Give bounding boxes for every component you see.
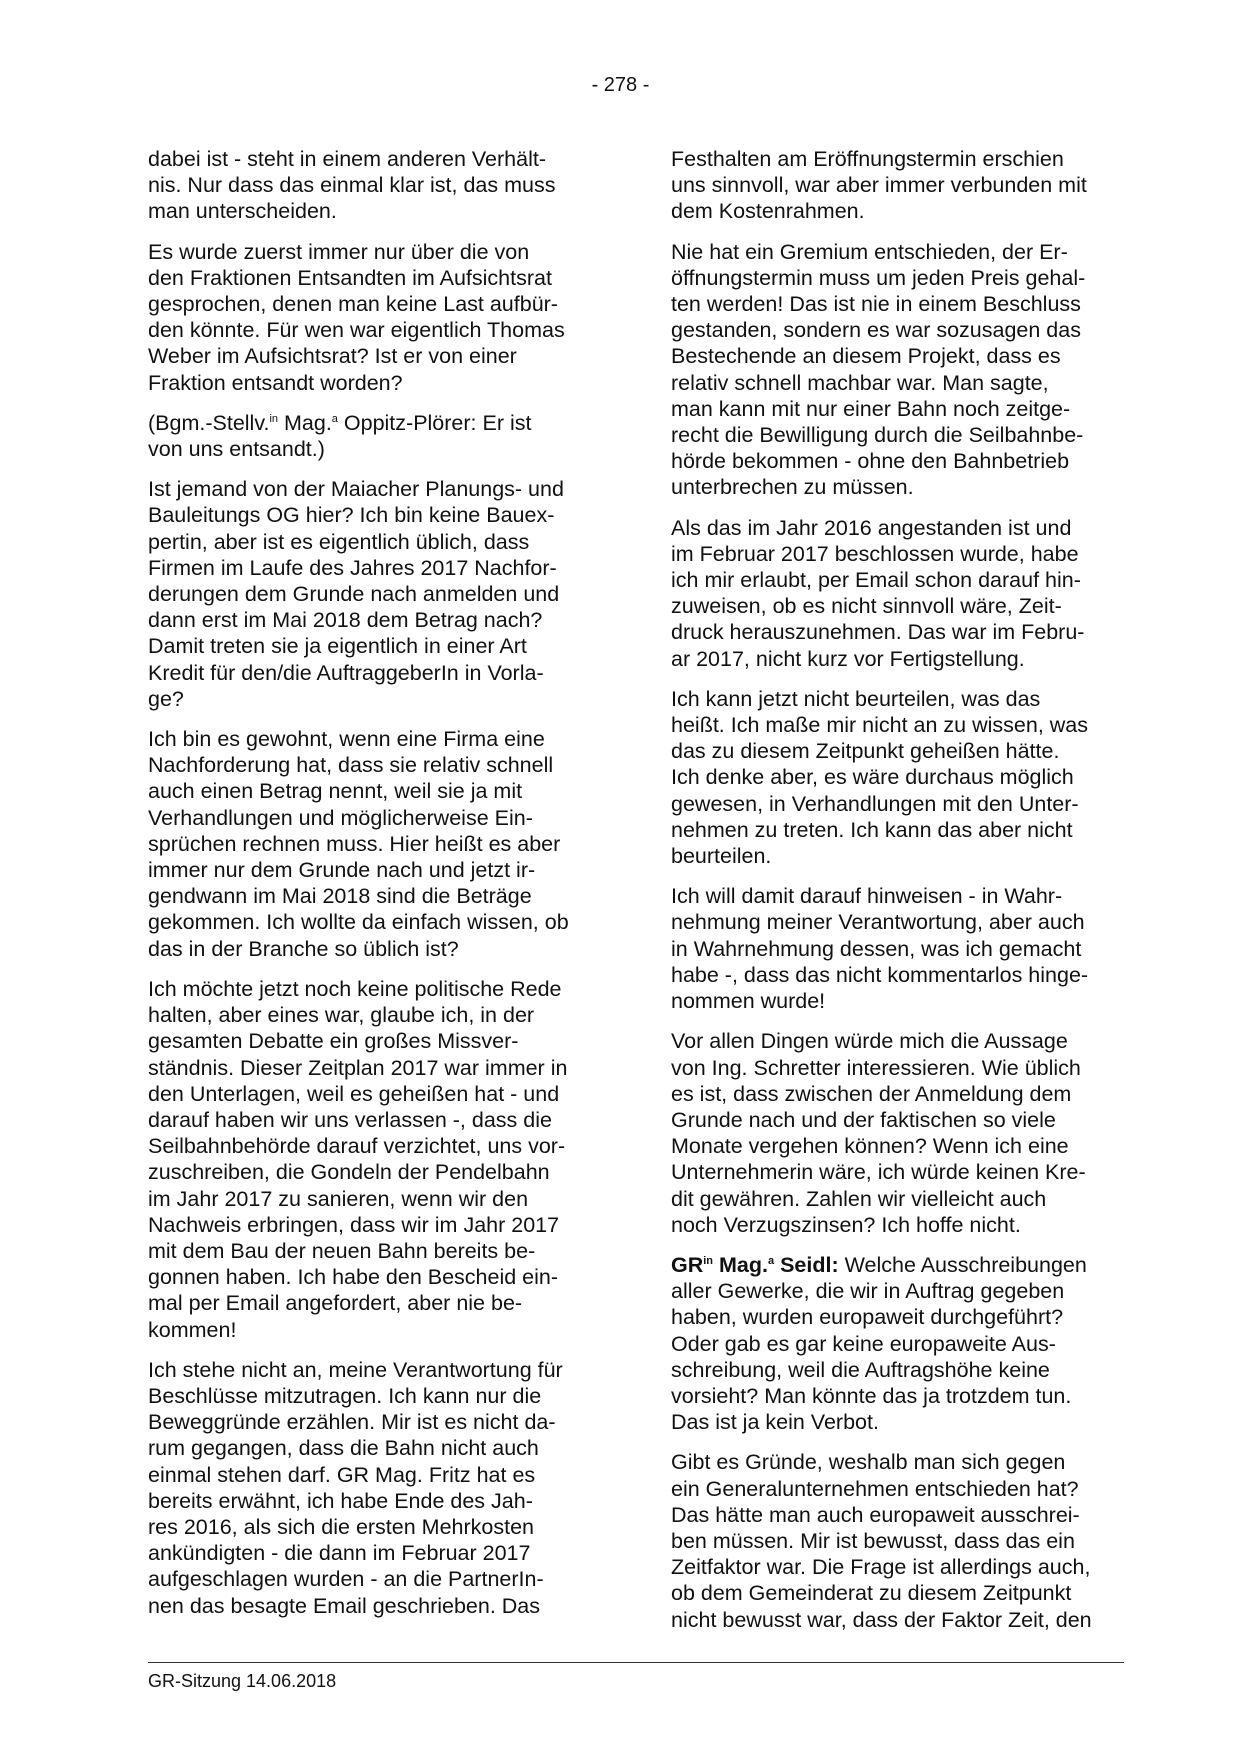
text-line: darauf haben wir uns verlassen -, dass die — [148, 1107, 552, 1132]
text-line: den Fraktionen Entsandten im Aufsichtsrat — [148, 265, 552, 290]
text-line: heißt. Ich maße mir nicht an zu wissen, was — [671, 713, 1089, 738]
text-line: ar 2017, nicht kurz vor Fertigstellung. — [671, 646, 1025, 671]
text-line: Vor allen Dingen würde mich die Aussage — [671, 1029, 1068, 1054]
text-line: Es wurde zuerst immer nur über die von — [148, 239, 530, 264]
text-line: Beweggründe erzählen. Mir ist es nicht da- — [148, 1410, 556, 1435]
text-line: kommen! — [148, 1317, 237, 1342]
text-line: unterbrechen zu müssen. — [671, 475, 914, 500]
speaker-title: Mag. — [713, 1252, 768, 1277]
text-line: Seilbahnbehörde darauf verzichtet, uns vor- — [148, 1134, 566, 1159]
text-line: hörde bekommen - ohne den Bahnbetrieb — [671, 449, 1070, 474]
paragraph — [148, 1357, 600, 1619]
paragraph — [148, 976, 600, 1343]
paragraph — [671, 686, 1123, 869]
speaker-paragraph — [671, 1252, 1123, 1435]
text-line: ankündigten - die dann im Februar 2017 — [148, 1541, 531, 1566]
paragraph — [671, 1449, 1123, 1632]
text-line: Monate vergehen können? Wenn ich eine — [671, 1134, 1069, 1159]
text-line: nommen wurde! — [671, 989, 826, 1014]
text-line: ten werden! Das ist nie in einem Beschluss — [671, 292, 1081, 317]
paragraph — [671, 883, 1123, 1014]
text-line: den Unterlagen, weil es geheißen hat - und — [148, 1081, 560, 1106]
speaker-surname: Seidl: — [774, 1252, 839, 1277]
text-line: dabei ist - steht in einem anderen Verhält- — [148, 147, 546, 171]
speaker-role: GR — [671, 1252, 704, 1277]
text-line: gesprochen, denen man keine Last aufbür- — [148, 292, 558, 317]
text-line: immer nur dem Grunde nach und jetzt ir- — [148, 858, 536, 883]
text-line: Weber im Aufsichtsrat? Ist er von einer — [148, 344, 517, 369]
text-line: aller Gewerke, die wir in Auftrag gegeben — [671, 1279, 1065, 1304]
text-line: Nachweis erbringen, dass wir im Jahr 2017 — [148, 1212, 560, 1237]
text-line: sprüchen rechnen muss. Hier heißt es aber — [148, 831, 561, 856]
text-line: das in der Branche so üblich ist? — [148, 936, 459, 961]
text-line: in Wahrnehmung dessen, was ich gemacht — [671, 936, 1082, 961]
footer-meeting-date: GR-Sitzung 14.06.2018 — [148, 1671, 337, 1691]
speaker-name — [671, 1253, 839, 1277]
text-line: im Jahr 2017 zu sanieren, wenn wir den — [148, 1186, 529, 1211]
text-line: gonnen haben. Ich habe den Bescheid ein- — [148, 1265, 559, 1290]
paragraph — [671, 146, 1123, 225]
text-line: relativ schnell machbar war. Man sagte, — [671, 370, 1049, 395]
text-line: Bestechende an diesem Projekt, dass es — [671, 344, 1061, 369]
text-line: auch einen Betrag nennt, weil sie ja mit — [148, 779, 523, 804]
text-line: bereits erwähnt, ich habe Ende des Jah- — [148, 1488, 533, 1513]
text-line: im Februar 2017 beschlossen wurde, habe — [671, 541, 1079, 566]
text-line: Damit treten sie ja eigentlich in einer Art — [148, 634, 527, 659]
text-line: gekommen. Ich wollte da einfach wissen, ob — [148, 910, 569, 935]
text-line: Firmen im Laufe des Jahres 2017 Nachfor- — [148, 555, 557, 580]
text-line: vorsieht? Man könnte das ja trotzdem tun. — [671, 1383, 1072, 1408]
text-line: aufgeschlagen wurden - an die PartnerIn- — [148, 1567, 544, 1592]
paragraph — [148, 239, 600, 396]
text-line: dann erst im Mai 2018 dem Betrag nach? — [148, 608, 543, 633]
text-line: noch Verzugszinsen? Ich hoffe nicht. — [671, 1212, 1021, 1237]
text-line: Oder gab es gar keine europaweite Aus- — [671, 1331, 1056, 1356]
text-line: Das hätte man auch europaweit ausschrei- — [671, 1502, 1080, 1527]
text-line: Festhalten am Eröffnungstermin erschien — [671, 147, 1064, 171]
text-line: gendwann im Mai 2018 sind die Beträge — [148, 884, 532, 909]
text-line: ständnis. Dieser Zeitplan 2017 war immer in — [148, 1055, 568, 1080]
text-line: das zu diesem Zeitpunkt geheißen hätte. — [671, 739, 1060, 764]
left-column — [148, 146, 600, 1633]
interjection — [148, 410, 600, 462]
footer-divider — [148, 1662, 1124, 1663]
text-line: beurteilen. — [671, 844, 772, 869]
superscript: a — [331, 412, 338, 425]
text-line: von Ing. Schretter interessieren. Wie üblich — [671, 1055, 1081, 1080]
text-line: ge? — [148, 686, 184, 711]
text-line: Nachforderung hat, dass sie relativ schnell — [148, 753, 554, 778]
text-line: mit dem Bau der neuen Bahn bereits be- — [148, 1238, 536, 1263]
interjection-speaker: (Bgm.-Stellv. — [148, 410, 270, 435]
text-line: gesamten Debatte ein großes Missver- — [148, 1029, 519, 1054]
text-line: man kann mit nur einer Bahn noch zeitge- — [671, 396, 1071, 421]
text-line: rum gegangen, dass die Bahn nicht auch — [148, 1436, 539, 1461]
text-line: Fraktion entsandt worden? — [148, 370, 403, 395]
text-line: nicht bewusst war, dass der Faktor Zeit, den — [671, 1607, 1092, 1632]
text-line: haben, wurden europaweit durchgeführt? — [671, 1305, 1064, 1330]
text-line: Kredit für den/die AuftraggeberIn in Vorla- — [148, 660, 544, 685]
text-line: Ich will damit darauf hinweisen - in Wahr- — [671, 884, 1063, 909]
text-line: Verhandlungen und möglicherweise Ein- — [148, 805, 533, 830]
text-line: dit gewähren. Zahlen wir vielleicht auch — [671, 1186, 1047, 1211]
text-line: nis. Nur dass das einmal klar ist, das muss — [148, 173, 556, 198]
text-line: Bauleitungs OG hier? Ich bin keine Bauex- — [148, 503, 555, 528]
text-line: habe -, dass das nicht kommentarlos hinge- — [671, 962, 1089, 987]
text-line: nehmen zu treten. Ich kann das aber nicht — [671, 817, 1073, 842]
text-line — [148, 411, 531, 435]
text-line: nehmung meiner Verantwortung, aber auch — [671, 910, 1085, 935]
text-line — [671, 1253, 1087, 1277]
text-line: ben müssen. Mir ist bewusst, dass das ein — [671, 1528, 1075, 1553]
page-number: - 278 - — [591, 74, 650, 96]
text-line: Ich stehe nicht an, meine Verantwortung für — [148, 1357, 563, 1382]
text-line: Ich möchte jetzt noch keine politische Rede — [148, 976, 562, 1001]
text-line: öffnungstermin muss um jeden Preis gehal- — [671, 265, 1086, 290]
text-line: ein Generalunternehmen entschieden hat? — [671, 1476, 1079, 1501]
superscript: in — [269, 412, 279, 425]
superscript: in — [703, 1254, 714, 1267]
paragraph — [671, 515, 1123, 672]
text-line: Ist jemand von der Maiacher Planungs- und — [148, 477, 564, 502]
text-line: einmal stehen darf. GR Mag. Fritz hat es — [148, 1462, 536, 1487]
text-line: gestanden, sondern es war sozusagen das — [671, 318, 1081, 343]
text-line: dem Kostenrahmen. — [671, 199, 865, 224]
paragraph — [148, 726, 600, 962]
text-line: Zeitfaktor war. Die Frage ist allerdings auch, — [671, 1555, 1091, 1580]
text-line: ich mir erlaubt, per Email schon darauf hin- — [671, 568, 1081, 593]
text-line: zuweisen, ob es nicht sinnvoll wäre, Zeit- — [671, 594, 1062, 619]
text-line: Unternehmerin wäre, ich würde keinen Kre- — [671, 1160, 1086, 1185]
interjection-speaker-title: Mag. — [278, 410, 332, 435]
superscript: a — [767, 1254, 775, 1267]
text-line: halten, aber eines war, glaube ich, in der — [148, 1003, 535, 1028]
text-line: ob dem Gemeinderat zu diesem Zeitpunkt — [671, 1581, 1072, 1606]
text-line: derungen dem Grunde nach anmelden und — [148, 582, 560, 607]
text-line: schreibung, weil die Auftragshöhe keine — [671, 1357, 1050, 1382]
text-line: Ich denke aber, es wäre durchaus möglich — [671, 765, 1074, 790]
text-line: Ich bin es gewohnt, wenn eine Firma eine — [148, 727, 545, 752]
text-line: zuschreiben, die Gondeln der Pendelbahn — [148, 1160, 550, 1185]
interjection-text: Oppitz-Plörer: Er ist — [337, 410, 532, 435]
text-line: mal per Email angefordert, aber nie be- — [148, 1291, 523, 1316]
text-line: den könnte. Für wen war eigentlich Thomas — [148, 318, 565, 343]
text-line: Beschlüsse mitzutragen. Ich kann nur die — [148, 1383, 542, 1408]
paragraph — [671, 1028, 1123, 1238]
text-line: druck herauszunehmen. Das war im Febru- — [671, 620, 1085, 645]
paragraph — [148, 476, 600, 712]
paragraph — [671, 239, 1123, 501]
paragraph — [148, 146, 600, 225]
text-line: Als das im Jahr 2016 angestanden ist und — [671, 515, 1072, 540]
text-line: pertin, aber ist es eigentlich üblich, dass — [148, 529, 530, 554]
text-line: recht die Bewilligung durch die Seilbahnbe- — [671, 423, 1084, 448]
text-line: Grunde nach und der faktischen so viele — [671, 1107, 1056, 1132]
text-line: Gibt es Gründe, weshalb man sich gegen — [671, 1450, 1066, 1475]
speaker-text: Welche Ausschreibungen — [838, 1252, 1087, 1277]
text-line: Das ist ja kein Verbot. — [671, 1410, 879, 1435]
text-line: von uns entsandt.) — [148, 437, 325, 462]
text-line: uns sinnvoll, war aber immer verbunden mit — [671, 173, 1087, 198]
text-line: Nie hat ein Gremium entschieden, der Er- — [671, 239, 1068, 264]
text-line: gewesen, in Verhandlungen mit den Unter- — [671, 791, 1079, 816]
text-line: es ist, dass zwischen der Anmeldung dem — [671, 1081, 1072, 1106]
text-line: nen das besagte Email geschrieben. Das — [148, 1593, 541, 1618]
right-column — [671, 146, 1123, 1647]
text-line: man unterscheiden. — [148, 199, 337, 224]
text-line: res 2016, als sich die ersten Mehrkosten — [148, 1514, 535, 1539]
text-line: Ich kann jetzt nicht beurteilen, was das — [671, 686, 1041, 711]
